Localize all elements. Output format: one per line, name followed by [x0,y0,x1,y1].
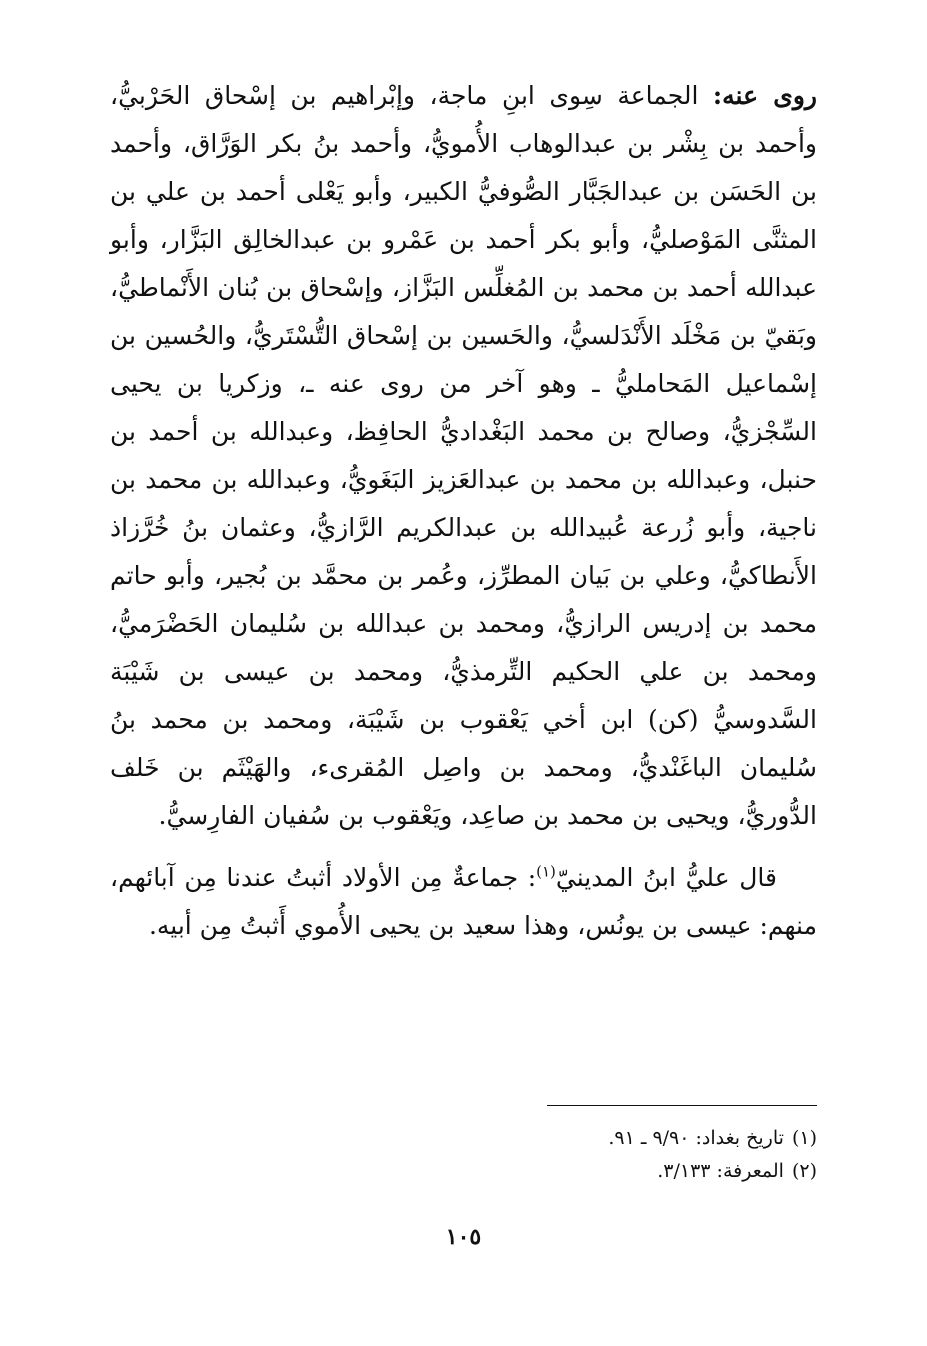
footnote-number: (٢) [791,1160,817,1182]
page-number: ١٠٥ [445,1224,482,1250]
footnote-text: تاريخ بغداد: ٩/٩٠ ـ ٩١. [608,1127,784,1149]
quote-paragraph [110,854,817,950]
quote-opening: قال عليُّ ابنُ المدينيّ [555,863,777,892]
footnote-separator [547,1105,817,1106]
footnote-2 [608,1155,817,1188]
footnote-number: (١) [791,1127,817,1149]
paragraph-lead: روى عنه: [712,81,817,110]
narrators-paragraph [110,72,817,840]
quote-text: : جماعةٌ مِن الأولاد أثبتُ عندنا مِن آبائهم، منهم: عيسى بن يونُس، وهذا سعيد بن يحيى الأُموي أَثبتُ مِن أبيه. [110,863,817,940]
footnote-text: المعرفة: ٣/١٣٣. [657,1160,784,1182]
footnote-1 [608,1122,817,1155]
footnote-reference[interactable]: (١) [536,862,556,881]
footnotes [608,1122,817,1188]
main-text [110,72,817,950]
narrators-list-text: الجماعة سِوى ابنِ ماجة، وإبْراهيم بن إسْحاق الحَرْبيُّ، وأحمد بن بِشْر بن عبدالوهاب الأُمويُّ، وأحمد بنُ بكر الوَرَّاق، وأحمد بن الحَسَن بن عبدالجَبَّار الصُّوفيُّ الكبير، وأبو يَعْلى أحمد بن علي بن المثنَّى المَوْصليُّ، وأبو بكر أحمد بن عَمْرو بن عبدالخالِق البَزَّار، وأبو عبدالله أحمد بن محمد بن المُغلِّس البَزَّاز، وإسْحاق بن بُنان الأَنْماطيُّ، وبَقيّ بن مَخْلَد الأَنْدَلسيُّ، والحَسين بن إسْحاق التُّسْتَريُّ، والحُسين بن إسْماعيل المَحامليُّ ـ وهو آخر من روى عنه ـ، وزكريا بن يحيى السِّجْزيُّ، وصالح بن محمد البَغْداديُّ الحافِظ، وعبدالله بن أحمد بن حنبل، وعبدالله بن محمد بن عبدالعَزيز البَغَويُّ، وعبدالله بن محمد بن ناجية، وأبو زُرعة عُبيدالله بن عبدالكريم الرَّازيُّ، وعثمان بنُ خُرَّزاذ الأَنطاكيُّ، وعلي بن بَيان المطرِّز، وعُمر بن محمَّد بن بُجير، وأبو حاتم محمد بن إدريس الرازيُّ، ومحمد بن عبدالله بن سُليمان الحَضْرَميُّ، ومحمد بن علي الحكيم التِّرمذيُّ، ومحمد بن عيسى بن شَيْبَة السَّدوسيُّ (كن) ابن أخي يَعْقوب بن شَيْبَة، ومحمد بن محمد بنُ سُليمان الباغَنْديُّ، ومحمد بن واصِل المُقرىء، والهَيْثَم بن خَلف الدُّوريُّ، ويحيى بن محمد بن صاعِد، ويَعْقوب بن سُفيان الفارِسيُّ. [110,81,817,830]
